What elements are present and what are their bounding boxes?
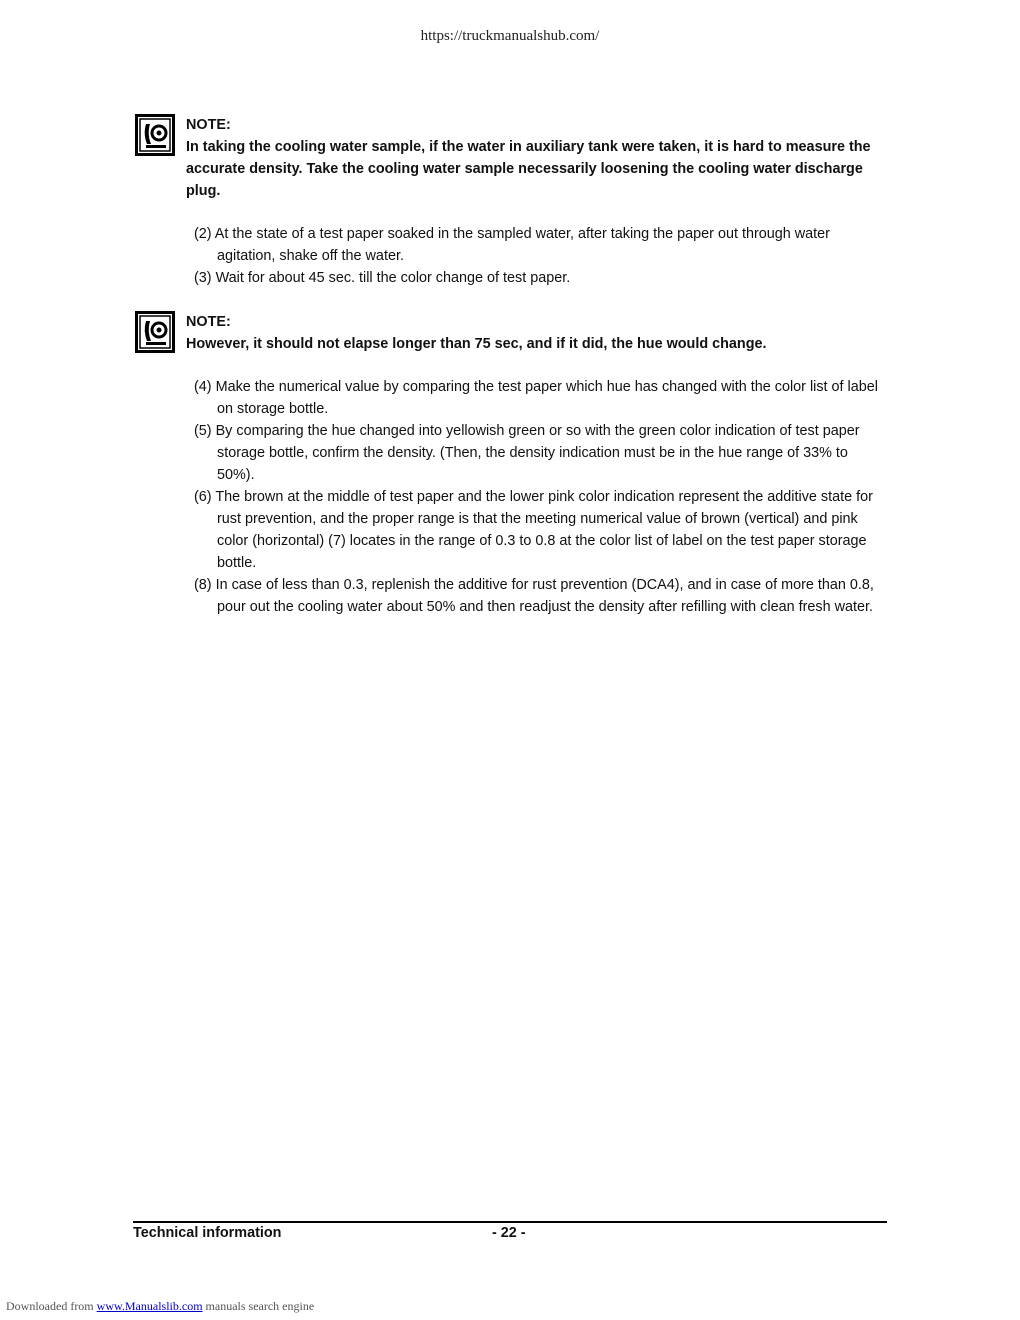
download-suffix: manuals search engine bbox=[202, 1299, 315, 1313]
page-number: - 22 - bbox=[492, 1225, 526, 1241]
list-item: (5) By comparing the hue changed into yellowish green or so with the green color indication of test paper storage bottle, confirm the density. (Then, the density indication must be in the hue range of 33% to 50%). bbox=[194, 423, 860, 483]
note-body: In taking the cooling water sample, if the water in auxiliary tank were taken, it is hard to measure the accurate density. Take the cooling water sample necessarily loosening the cooling water discharge plug. bbox=[186, 139, 871, 199]
footer-rule bbox=[133, 1221, 887, 1223]
procedure-steps-a bbox=[194, 223, 889, 289]
note-block-1 bbox=[135, 114, 887, 202]
download-attribution bbox=[6, 1299, 314, 1314]
list-item: (8) In case of less than 0.3, replenish the additive for rust prevention (DCA4), and in case of more than 0.8, pour out the cooling water about 50% and then readjust the density after refilling with clean fresh water. bbox=[194, 577, 874, 615]
note-book-icon bbox=[135, 114, 175, 156]
header-url: https://truckmanualshub.com/ bbox=[420, 28, 600, 44]
procedure-steps-b bbox=[194, 376, 889, 618]
note-body: However, it should not elapse longer than 75 sec, and if it did, the hue would change. bbox=[186, 336, 767, 352]
list-item: (3) Wait for about 45 sec. till the color change of test paper. bbox=[194, 270, 571, 286]
footer-section-title: Technical information bbox=[133, 1225, 282, 1241]
download-prefix: Downloaded from bbox=[6, 1299, 97, 1313]
note-block-2 bbox=[135, 311, 887, 355]
manualslib-link[interactable]: www.Manualslib.com bbox=[96, 1299, 203, 1313]
note-heading: NOTE: bbox=[186, 117, 231, 133]
note-book-icon bbox=[135, 311, 175, 353]
list-item: (2) At the state of a test paper soaked in the sampled water, after taking the paper out through water agitation, shake off the water. bbox=[194, 226, 830, 264]
note-heading: NOTE: bbox=[186, 314, 231, 330]
list-item: (4) Make the numerical value by comparing the test paper which hue has changed with the color list of label on storage bottle. bbox=[194, 379, 878, 417]
list-item: (6) The brown at the middle of test paper and the lower pink color indication represent the additive state for rust prevention, and the proper range is that the meeting numerical value of brown (vertical) and pink color (horizontal) (7) locates in the range of 0.3 to 0.8 at the color list of label on the test paper storage bottle. bbox=[194, 489, 873, 571]
